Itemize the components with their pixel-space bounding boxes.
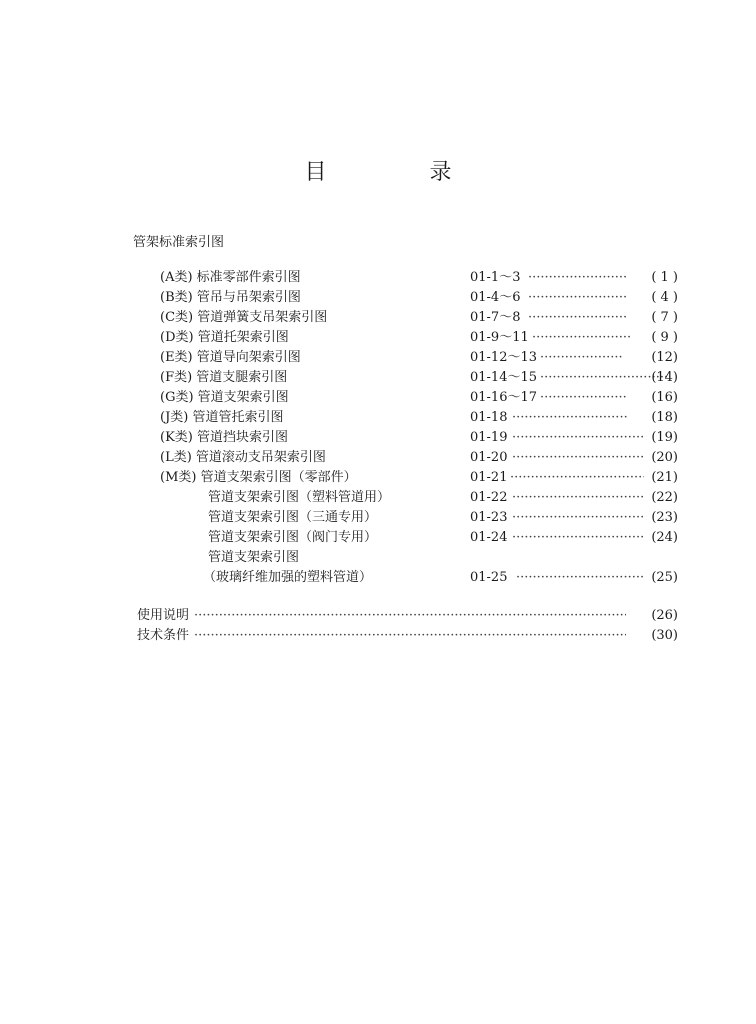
dot-leader xyxy=(512,448,644,468)
dot-leader xyxy=(540,388,628,408)
toc-entry-m-frp-title[interactable] xyxy=(0,548,756,568)
toc-entry-page: (30) xyxy=(651,628,678,643)
toc-entry-code: 01-25 xyxy=(470,570,508,585)
toc-entry-code: 01-24 xyxy=(470,530,508,545)
dot-leader xyxy=(540,348,622,368)
section-heading: 管架标准索引图 xyxy=(133,235,225,250)
toc-entry-c[interactable] xyxy=(0,308,756,328)
toc-entry-code: 01-16～17 xyxy=(470,390,538,405)
toc-entry-f[interactable] xyxy=(0,368,756,388)
toc-entry-a[interactable] xyxy=(0,268,756,288)
toc-entry-m-plastic[interactable] xyxy=(0,488,756,508)
dot-leader xyxy=(516,568,644,588)
toc-entry-page: (24) xyxy=(651,530,678,545)
toc-entry-label: (C类) 管道弹簧支吊架索引图 xyxy=(160,310,328,325)
toc-entry-m-frp[interactable] xyxy=(0,568,756,588)
dot-leader xyxy=(528,268,626,288)
toc-entry-l[interactable] xyxy=(0,448,756,468)
dot-leader xyxy=(512,528,644,548)
toc-entry-page: ( 7 ) xyxy=(651,310,678,325)
dot-leader xyxy=(510,468,644,488)
dot-leader xyxy=(512,508,644,528)
toc-entry-label: （玻璃纤维加强的塑料管道） xyxy=(203,570,373,585)
toc-entry-page: (14) xyxy=(651,370,678,385)
toc-entry-label: (L类) 管道滚动支吊架索引图 xyxy=(160,450,326,465)
toc-entry-code: 01-12～13 xyxy=(470,350,538,365)
toc-entry-code: 01-21 xyxy=(470,470,508,485)
dot-leader xyxy=(194,626,626,646)
toc-entry-code: 01-23 xyxy=(470,510,508,525)
dot-leader xyxy=(532,328,632,348)
toc-entry-label: (G类) 管道支架索引图 xyxy=(160,390,289,405)
page-title: 目 录 xyxy=(304,160,500,185)
toc-entry-label: 管道支架索引图（三通专用） xyxy=(208,510,378,525)
dot-leader xyxy=(528,308,626,328)
toc-entry-page: ( 9 ) xyxy=(651,330,678,345)
toc-entry-label: (M类) 管道支架索引图（零部件） xyxy=(160,470,357,485)
toc-entry-code: 01-14～15 xyxy=(470,370,538,385)
toc-entry-page: (16) xyxy=(651,390,678,405)
toc-entry-code: 01-22 xyxy=(470,490,508,505)
toc-entry-code: 01-9～11 xyxy=(470,330,529,345)
toc-entry-page: (18) xyxy=(651,410,678,425)
dot-leader xyxy=(528,288,626,308)
toc-entry-code: 01-4～6 xyxy=(470,290,521,305)
toc-entry-label: 管道支架索引图 xyxy=(208,550,300,565)
toc-entry-code: 01-20 xyxy=(470,450,508,465)
dot-leader xyxy=(512,488,644,508)
toc-entry-page: (26) xyxy=(651,608,678,623)
toc-entry-label: (K类) 管道挡块索引图 xyxy=(160,430,288,445)
toc-entry-label: 使用说明 xyxy=(137,608,190,623)
dot-leader xyxy=(512,408,628,428)
toc-entry-code: 01-18 xyxy=(470,410,508,425)
toc-entry-page: ( 1 ) xyxy=(651,270,678,285)
toc-entry-g[interactable] xyxy=(0,388,756,408)
toc-entry-page: (19) xyxy=(651,430,678,445)
toc-entry-d[interactable] xyxy=(0,328,756,348)
toc-entry-j[interactable] xyxy=(0,408,756,428)
toc-entry-page: ( 4 ) xyxy=(651,290,678,305)
toc-entry-label: 管道支架索引图（阀门专用） xyxy=(208,530,378,545)
toc-entry-code: 01-7～8 xyxy=(470,310,521,325)
toc-entry-label: (F类) 管道支腿索引图 xyxy=(160,370,288,385)
toc-entry-page: (23) xyxy=(651,510,678,525)
dot-leader xyxy=(512,428,644,448)
toc-entry-k[interactable] xyxy=(0,428,756,448)
toc-entry-page: (25) xyxy=(651,570,678,585)
dot-leader xyxy=(194,606,626,626)
toc-entry-label: 管道支架索引图（塑料管道用） xyxy=(208,490,391,505)
toc-entry-m[interactable] xyxy=(0,468,756,488)
toc-entry-m-tee[interactable] xyxy=(0,508,756,528)
toc-entry-page: (22) xyxy=(651,490,678,505)
toc-appendix-spec[interactable] xyxy=(0,626,756,646)
toc-entry-label: (D类) 管道托架索引图 xyxy=(160,330,289,345)
toc-entry-label: (E类) 管道导向架索引图 xyxy=(160,350,301,365)
toc-entry-page: (12) xyxy=(651,350,678,365)
toc-entry-page: (20) xyxy=(651,450,678,465)
toc-entry-b[interactable] xyxy=(0,288,756,308)
toc-entry-page: (21) xyxy=(651,470,678,485)
toc-entry-code: 01-19 xyxy=(470,430,508,445)
toc-entry-label: (B类) 管吊与吊架索引图 xyxy=(160,290,301,305)
toc-entry-label: (J类) 管道管托索引图 xyxy=(160,410,284,425)
toc-entry-label: 技术条件 xyxy=(137,628,190,643)
toc-entry-code: 01-1～3 xyxy=(470,270,521,285)
toc-appendix-usage[interactable] xyxy=(0,606,756,626)
toc-entry-m-valve[interactable] xyxy=(0,528,756,548)
toc-entry-e[interactable] xyxy=(0,348,756,368)
toc-entry-label: (A类) 标准零部件索引图 xyxy=(160,270,301,285)
